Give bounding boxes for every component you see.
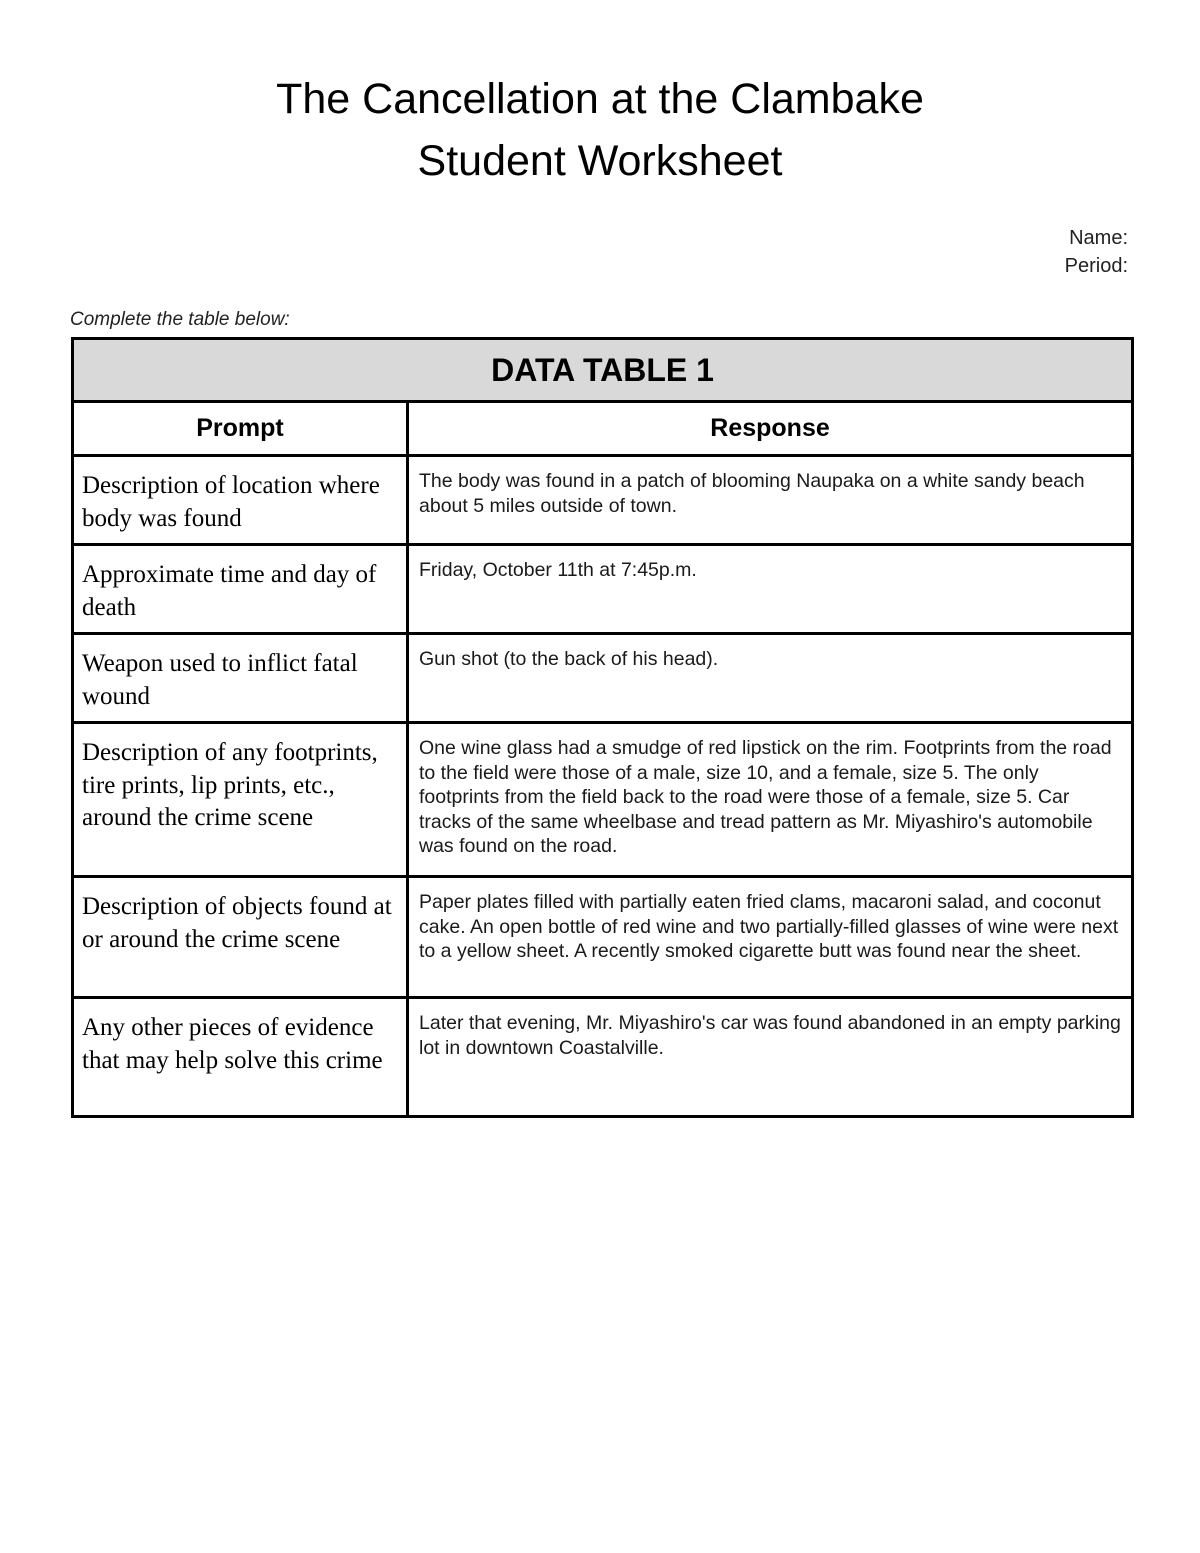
response-cell: Friday, October 11th at 7:45p.m. xyxy=(408,545,1133,634)
table-row xyxy=(73,723,1133,877)
table-caption: DATA TABLE 1 xyxy=(73,339,1133,402)
worksheet-title xyxy=(0,68,1200,192)
prompt-cell: Description of any footprints, tire prints, lip prints, etc., around the crime scene xyxy=(73,723,408,877)
prompt-cell: Weapon used to inflict fatal wound xyxy=(73,634,408,723)
table-row xyxy=(73,456,1133,545)
column-header-response: Response xyxy=(408,402,1133,456)
student-meta xyxy=(1065,224,1128,280)
prompt-cell: Any other pieces of evidence that may help solve this crime xyxy=(73,998,408,1117)
response-cell: Paper plates filled with partially eaten fried clams, macaroni salad, and coconut cake. An open bottle of red wine and two partially-filled glasses of wine were next to a yellow sheet. A recently smoked cigarette butt was found near the sheet. xyxy=(408,877,1133,998)
title-line-2: Student Worksheet xyxy=(417,137,783,185)
column-header-prompt: Prompt xyxy=(73,402,408,456)
prompt-cell: Approximate time and day of death xyxy=(73,545,408,634)
name-label: Name: xyxy=(1069,227,1128,249)
response-cell: The body was found in a patch of blooming Naupaka on a white sandy beach about 5 miles outside of town. xyxy=(408,456,1133,545)
prompt-cell: Description of objects found at or around the crime scene xyxy=(73,877,408,998)
response-cell: Later that evening, Mr. Miyashiro's car was found abandoned in an empty parking lot in downtown Coastalville. xyxy=(408,998,1133,1117)
response-cell: Gun shot (to the back of his head). xyxy=(408,634,1133,723)
data-table xyxy=(71,337,1134,1118)
period-label: Period: xyxy=(1064,255,1128,277)
table-header-row xyxy=(73,402,1133,456)
prompt-cell: Description of location where body was found xyxy=(73,456,408,545)
table-row xyxy=(73,634,1133,723)
table-caption-row xyxy=(73,339,1133,402)
table-row xyxy=(73,545,1133,634)
table-row xyxy=(73,998,1133,1117)
instruction-text: Complete the table below: xyxy=(70,309,290,330)
response-cell: One wine glass had a smudge of red lipstick on the rim. Footprints from the road to the field were those of a male, size 10, and a female, size 5. The only footprints from the field back to the road were those of a female, size 5. Car tracks of the same wheelbase and tread pattern as Mr. Miyashiro's automobile was found on the road. xyxy=(408,723,1133,877)
title-line-1: The Cancellation at the Clambake xyxy=(276,75,924,123)
table-row xyxy=(73,877,1133,998)
